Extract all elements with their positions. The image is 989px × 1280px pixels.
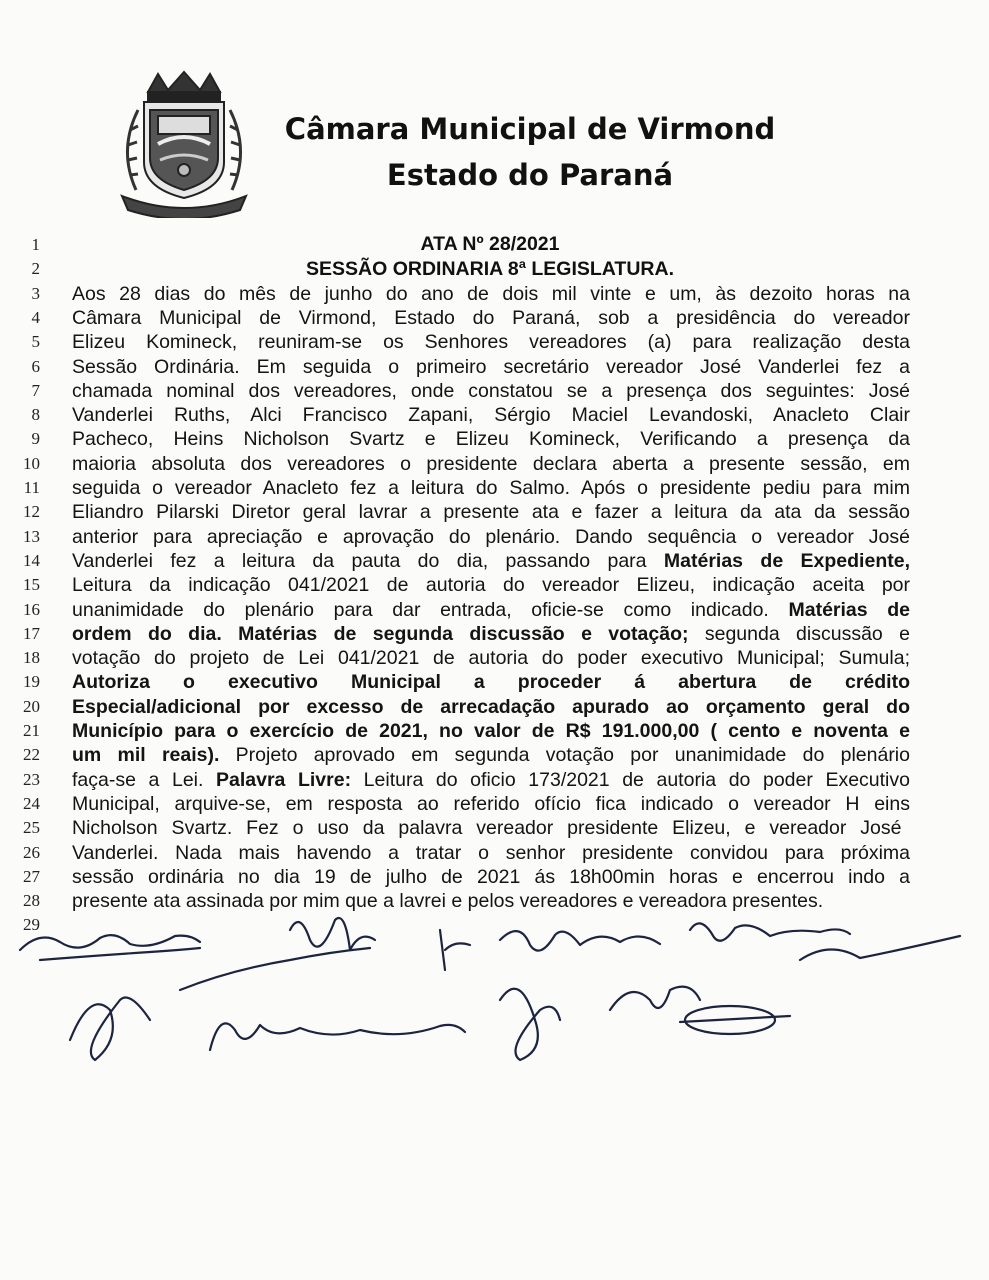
line-text: Vanderlei fez a leitura da pauta do dia, passando para <box>72 550 664 572</box>
line-text: votação do projeto de Lei 041/2021 de autoria do poder executivo Municipal; Sumula; <box>72 647 910 669</box>
line-text: Vanderlei. Nada mais havendo a tratar o senhor presidente convidou para próxima <box>72 842 910 864</box>
line-number: 12 <box>23 502 40 521</box>
line-number: 3 <box>31 284 40 303</box>
line-number: 29 <box>23 915 40 934</box>
minutes-line <box>72 792 910 816</box>
line-text: Leitura do oficio 173/2021 de autoria do poder Executivo <box>351 769 910 791</box>
line-number: 22 <box>23 745 40 764</box>
line-text: Nicholson Svartz. Fez o uso da palavra vereador presidente Elizeu, e vereador José <box>72 817 902 839</box>
bold-text: ordem do dia. Matérias de segunda discussão e votação; <box>72 623 689 645</box>
session-title: SESSÃO ORDINARIA 8ª LEGISLATURA. <box>306 258 674 280</box>
minutes-line <box>72 719 910 743</box>
minutes-line <box>72 379 910 403</box>
line-text: sessão ordinária no dia 19 de julho de 2021 ás 18h00min horas e encerrou indo a <box>72 866 910 888</box>
minutes-line <box>72 476 910 500</box>
line-number: 10 <box>23 454 40 473</box>
ata-title: ATA Nº 28/2021 <box>420 233 560 255</box>
line-number: 13 <box>23 527 40 546</box>
line-number: 23 <box>23 770 40 789</box>
bold-text: Palavra Livre: <box>216 769 352 791</box>
bold-text: Matérias de <box>788 599 910 621</box>
line-text: Elizeu Komineck, reuniram-se os Senhores vereadores (a) para realização desta <box>72 331 910 353</box>
line-number: 26 <box>23 843 40 862</box>
line-number: 24 <box>23 794 40 813</box>
signatures-area <box>0 900 989 1100</box>
minutes-line <box>72 330 910 354</box>
chamber-title: Câmara Municipal de Virmond <box>284 112 776 146</box>
line-number: 25 <box>23 818 40 837</box>
bold-text: Autoriza o executivo Municipal a proceder á abertura de crédito <box>72 671 910 693</box>
minutes-line <box>72 355 910 379</box>
minutes-line <box>72 768 910 792</box>
line-text: Leitura da indicação 041/2021 de autoria do vereador Elizeu, indicação aceita por <box>72 574 910 596</box>
minutes-line <box>72 525 910 549</box>
minutes-line <box>72 282 910 306</box>
line-text: Sessão Ordinária. Em seguida o primeiro secretário vereador José Vanderlei fez a <box>72 356 910 378</box>
line-number: 5 <box>31 332 40 351</box>
minutes-line <box>72 403 910 427</box>
line-number: 9 <box>31 429 40 448</box>
line-text: chamada nominal dos vereadores, onde constatou se a presença dos seguintes: José <box>72 380 910 402</box>
line-number: 15 <box>23 575 40 594</box>
line-text: anterior para apreciação e aprovação do plenário. Dando sequência o vereador José <box>72 526 910 548</box>
line-text: Câmara Municipal de Virmond, Estado do Paraná, sob a presidência do vereador <box>72 307 910 329</box>
line-number: 18 <box>23 648 40 667</box>
minutes-line <box>72 427 910 451</box>
line-text: Projeto aprovado em segunda votação por unanimidade do plenário <box>219 744 910 766</box>
minutes-line <box>72 573 910 597</box>
bold-text: Especial/adicional por excesso de arrecadação apurado ao orçamento geral do <box>72 696 910 718</box>
bold-text: Matérias de Expediente, <box>663 550 910 572</box>
minutes-line <box>72 306 910 330</box>
minutes-line <box>72 695 910 719</box>
minutes-line <box>72 841 910 865</box>
line-number: 20 <box>23 697 40 716</box>
line-number: 17 <box>23 624 40 643</box>
minutes-line <box>72 670 910 694</box>
line-text: faça-se a Lei. <box>72 769 216 791</box>
line-text: seguida o vereador Anacleto fez a leitura do Salmo. Após o presidente pediu para mim <box>72 477 910 499</box>
minutes-line <box>72 743 910 767</box>
line-number: 4 <box>31 308 40 327</box>
line-text: Aos 28 dias do mês de junho do ano de dois mil vinte e um, às dezoito horas na <box>72 283 910 305</box>
line-number: 6 <box>31 357 40 376</box>
line-number: 27 <box>23 867 40 886</box>
line-number: 19 <box>23 672 40 691</box>
bold-text: um mil reais). <box>72 744 220 766</box>
minutes-line <box>72 598 910 622</box>
line-text: Eliandro Pilarski Diretor geral lavrar a presente ata e fazer a leitura da ata da sessão <box>72 501 910 523</box>
line-number: 28 <box>23 891 40 910</box>
line-number: 2 <box>31 259 40 278</box>
minutes-line <box>72 646 910 670</box>
line-text: Vanderlei Ruths, Alci Francisco Zapani, Sérgio Maciel Levandoski, Anacleto Clair <box>72 404 910 426</box>
line-number: 7 <box>31 381 40 400</box>
line-text: presente ata assinada por mim que a lavrei e pelos vereadores e vereadora presentes. <box>72 890 824 912</box>
line-number: 14 <box>23 551 40 570</box>
minutes-line <box>72 549 910 573</box>
line-text: maioria absoluta dos vereadores o presidente declara aberta a presente sessão, em <box>72 453 910 475</box>
line-number: 8 <box>31 405 40 424</box>
minutes-line <box>72 500 910 524</box>
line-text: unanimidade do plenário para dar entrada, oficie-se como indicado. <box>72 599 789 621</box>
minutes-line <box>72 816 901 840</box>
minutes-line <box>72 865 910 889</box>
minutes-line <box>72 622 910 646</box>
line-text: Pacheco, Heins Nicholson Svartz e Elizeu Komineck, Verificando a presença da <box>72 428 910 450</box>
line-text: Municipal, arquive-se, em resposta ao referido ofício fica indicado o vereador H eins <box>72 793 910 815</box>
line-number: 16 <box>23 600 40 619</box>
bold-text: Município para o exercício de 2021, no valor de R$ 191.000,00 ( cento e noventa e <box>72 720 910 742</box>
line-number: 1 <box>31 235 40 254</box>
line-text: segunda discussão e <box>688 623 910 645</box>
minutes-line <box>72 452 910 476</box>
state-subtitle: Estado do Paraná <box>386 158 674 192</box>
line-number: 21 <box>23 721 40 740</box>
line-number: 11 <box>23 478 40 497</box>
